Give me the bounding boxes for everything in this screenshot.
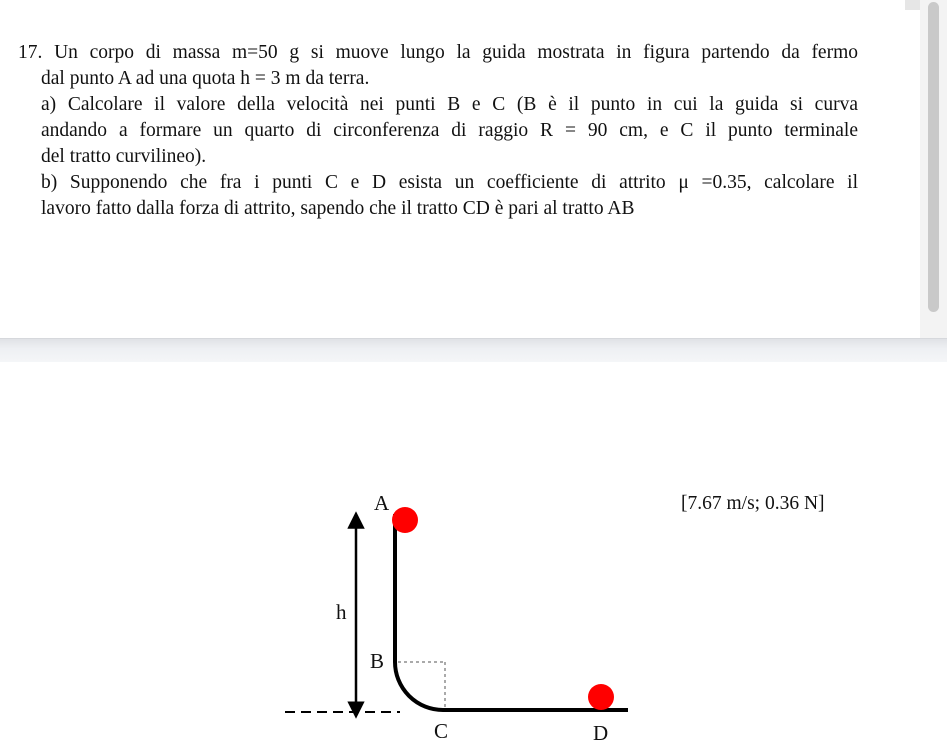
problem-line-7: lavoro fatto dalla forza di attrito, sapendo che il tratto CD è pari al tratto AB xyxy=(41,198,635,219)
page-separator xyxy=(0,338,947,363)
problem-line-5: del tratto curvilineo). xyxy=(41,146,207,167)
scrollbar-thumb[interactable] xyxy=(928,2,939,312)
problem-line-6: b) Supponendo che fra i punti C e D esista un coefficiente di attrito μ =0.35, calcolare il xyxy=(41,172,858,193)
problem-text xyxy=(18,40,858,222)
label-c: C xyxy=(434,719,449,743)
answer-text: [7.67 m/s; 0.36 N] xyxy=(681,493,825,514)
problem-line-2: dal punto A ad una quota h = 3 m da terra. xyxy=(41,68,370,89)
problem-line-1: 17. Un corpo di massa m=50 g si muove lungo la guida mostrata in figura partendo da fermo xyxy=(18,42,858,63)
ball-a xyxy=(392,507,418,533)
guide-track xyxy=(395,514,628,710)
problem-line-4: andando a formare un quarto di circonferenza di raggio R = 90 cm, e C il punto terminale xyxy=(41,120,858,141)
label-h: h xyxy=(336,600,347,624)
ball-d xyxy=(588,684,614,710)
label-d: D xyxy=(593,721,609,745)
label-b: B xyxy=(370,649,385,673)
problem-line-3: a) Calcolare il valore della velocità nei punti B e C (B è il punto in cui la guida si curva xyxy=(41,94,858,115)
track-figure xyxy=(0,362,947,754)
label-a: A xyxy=(374,491,390,515)
